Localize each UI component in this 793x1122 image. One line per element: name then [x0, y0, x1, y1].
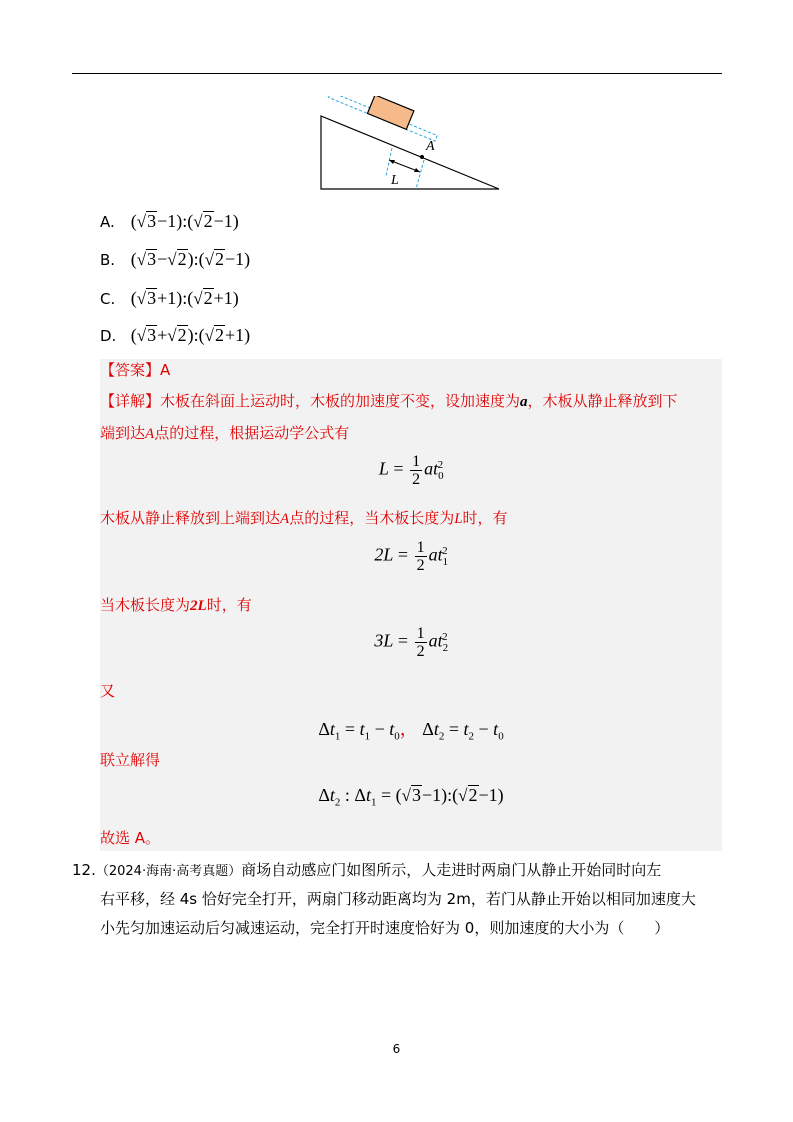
incline-figure: [318, 96, 504, 196]
option-b: B. (√3−√2):(√2−1): [100, 249, 251, 269]
equation-2: 2L = $\frac{1}{2}$ $at_1^2$: [374, 539, 449, 574]
question-12-line-2: 右平移，经 4s 恰好完全打开，两扇门移动距离均为 2m，若门从静止开始以相同加速度大: [100, 890, 696, 908]
detail-line-1: 【详解】木板在斜面上运动时，木板的加速度不变，设加速度为a，木板从静止释放到下: [100, 392, 678, 410]
equation-4: $\Delta t_1 = t_1 - t_0$， $\Delta t_2 = t_2 - t_0$: [318, 719, 504, 743]
page-number: 6: [392, 1042, 401, 1056]
point-a-dot: [420, 155, 424, 159]
equation-3: 3L = $\frac{1}{2}$ $at_2^2$: [374, 625, 449, 660]
block: [367, 96, 413, 129]
detail-line-5: 又: [100, 682, 116, 700]
option-c: C. (√3+1):(√2+1): [100, 288, 239, 308]
detail-line-3: 木板从静止释放到上端到达A点的过程，当木板长度为L时，有: [100, 509, 508, 527]
detail-line-2: 端到达A点的过程，根据运动学公式有: [100, 424, 350, 442]
solution-block: [100, 359, 722, 851]
header-rule: [72, 73, 722, 74]
detail-line-7: 故选 A。: [100, 829, 161, 847]
question-12-line-1: 12.（2024·海南·高考真题）商场自动感应门如图所示，人走进时两扇门从静止开始同时向左: [72, 861, 662, 879]
incline-triangle: [321, 116, 499, 189]
option-a: A. (√3−1):(√2−1): [100, 211, 239, 231]
length-label: L: [391, 173, 399, 188]
option-d: D. (√3+√2):(√2+1): [100, 325, 251, 345]
detail-line-4: 当木板长度为2L时，有: [100, 596, 252, 614]
answer-line: 【答案】A: [100, 361, 171, 379]
equation-1: L = $\frac{1}{2}$ $at_0^2$: [378, 453, 444, 488]
point-a-label: A: [426, 139, 435, 154]
detail-line-6: 联立解得: [100, 751, 161, 769]
question-12-line-3: 小先匀加速运动后匀减速运动，完全打开时速度恰好为 0，则加速度的大小为（ ）: [100, 919, 670, 937]
equation-5: $\Delta t_2$ : $\Delta t_1$ = (√3−1):(√2−1): [318, 785, 504, 809]
guide-line-right: [416, 160, 424, 189]
